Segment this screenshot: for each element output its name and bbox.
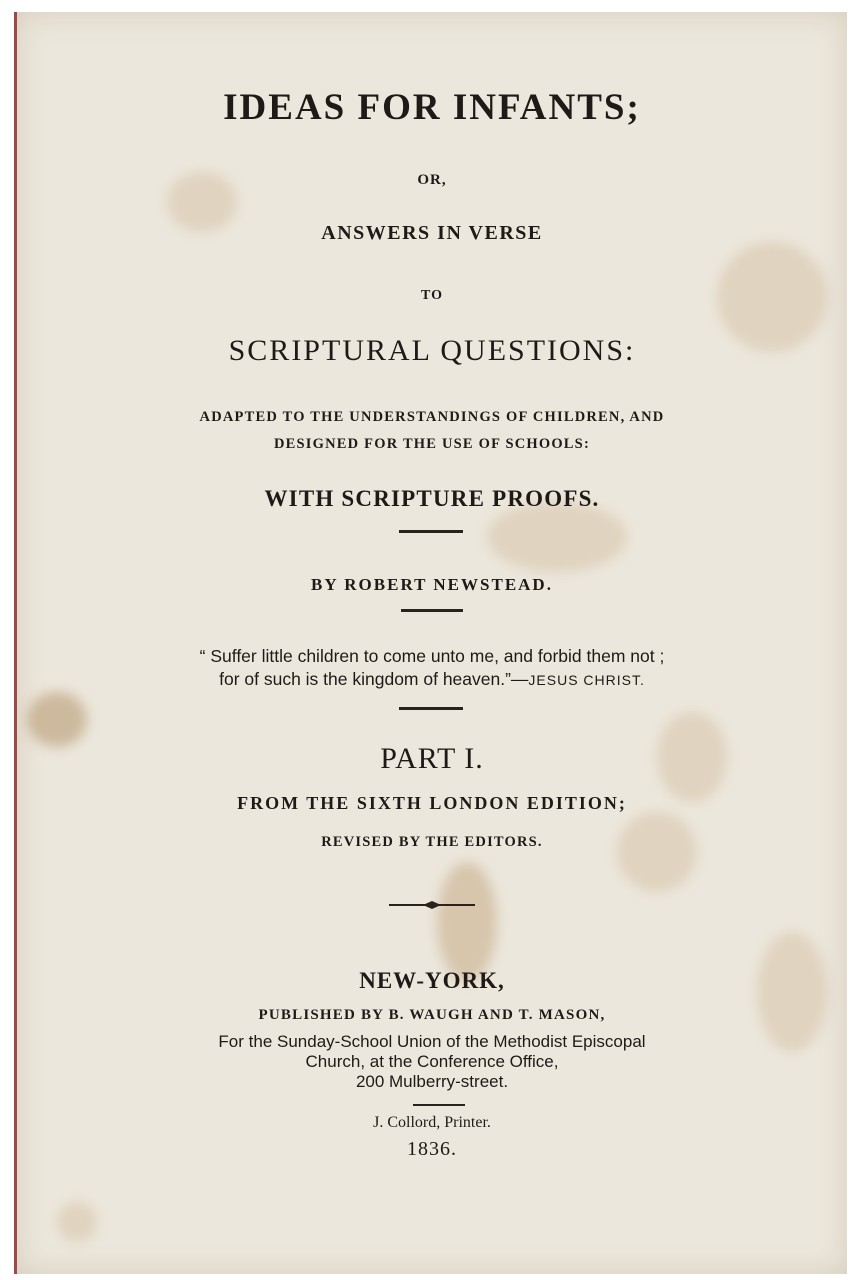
epigraph-text: for of such is the kingdom of heaven.”— (219, 669, 529, 689)
imprint-line-3: 200 Mulberry-street. (355, 1072, 509, 1091)
title-page (14, 12, 847, 1274)
divider-rule (399, 707, 463, 710)
stain (27, 692, 87, 747)
questions-heading: SCRIPTURAL QUESTIONS: (228, 334, 636, 367)
imprint-publisher: PUBLISHED BY B. WAUGH AND T. MASON, (258, 1007, 606, 1023)
part-heading: PART I. (380, 742, 484, 775)
proofs-line: WITH SCRIPTURE PROOFS. (264, 486, 600, 511)
publication-year: 1836. (407, 1138, 457, 1160)
divider-rule (413, 1104, 465, 1106)
stain (437, 862, 497, 982)
stain (487, 502, 627, 572)
author-line: BY ROBERT NEWSTEAD. (311, 575, 553, 594)
to-line: TO (421, 288, 443, 303)
or-line: OR, (417, 172, 447, 188)
book-title: IDEAS FOR INFANTS; (223, 87, 641, 128)
ornament-divider (389, 898, 475, 912)
imprint-line-1: For the Sunday-School Union of the Methodist Episcopal (218, 1032, 646, 1051)
adapted-line-1: ADAPTED TO THE UNDERSTANDINGS OF CHILDREN, AND (199, 409, 665, 425)
edition-line: FROM THE SIXTH LONDON EDITION; (237, 793, 627, 813)
revised-line: REVISED BY THE EDITORS. (321, 834, 543, 850)
epigraph-line-2 (17, 669, 847, 690)
printer-line: J. Collord, Printer. (373, 1114, 491, 1131)
divider-rule (399, 530, 463, 533)
imprint-line-2: Church, at the Conference Office, (305, 1052, 559, 1071)
epigraph-line-1: “ Suffer little children to come unto me, and forbid them not ; (199, 646, 665, 666)
adapted-line-2: DESIGNED FOR THE USE OF SCHOOLS: (274, 436, 590, 452)
epigraph-attribution: JESUS CHRIST. (528, 672, 645, 688)
subtitle: ANSWERS IN VERSE (321, 222, 543, 244)
stain (57, 1202, 97, 1242)
imprint-city: NEW-YORK, (359, 968, 505, 993)
divider-rule (401, 609, 463, 612)
stain (617, 812, 697, 892)
